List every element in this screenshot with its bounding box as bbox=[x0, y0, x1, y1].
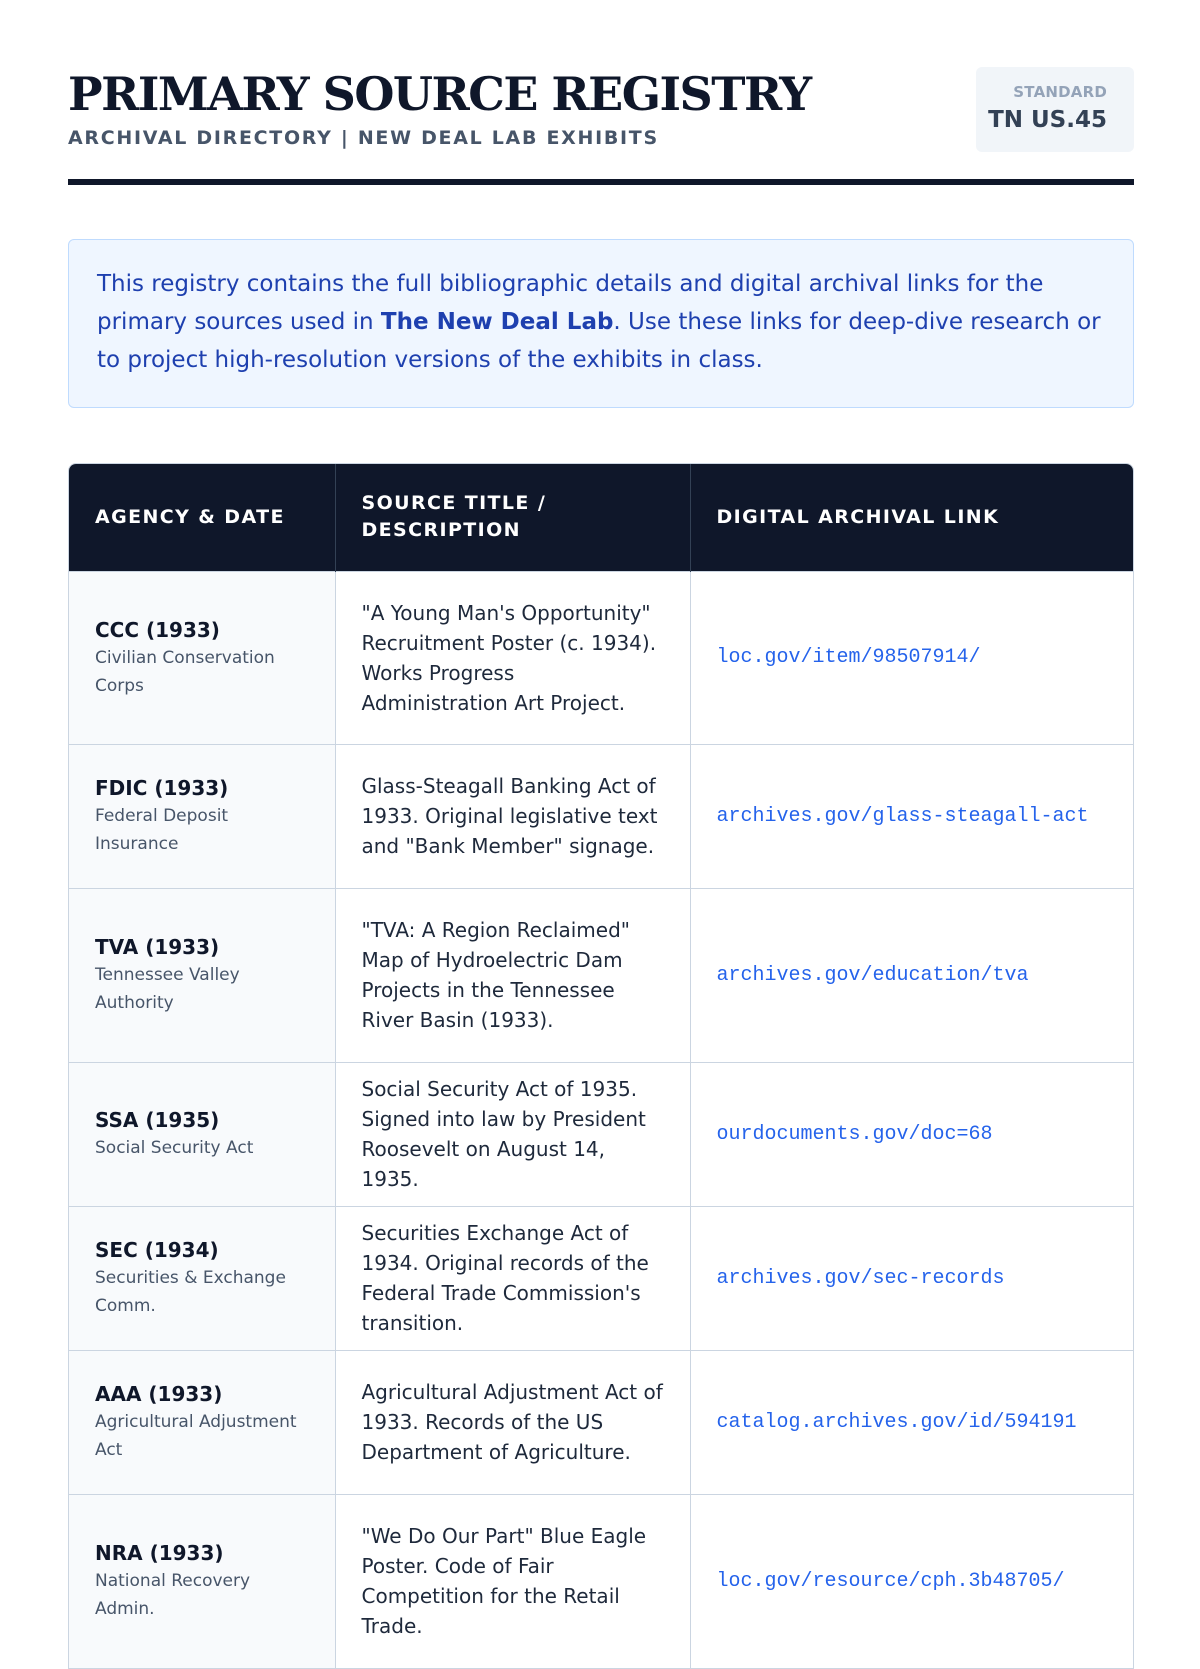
agency-cell bbox=[69, 744, 335, 888]
agency-name: Civilian Conservation Corps bbox=[95, 647, 275, 696]
link-cell bbox=[690, 1062, 1133, 1206]
agency-code: TVA (1933) bbox=[95, 935, 220, 959]
agency-code: SSA (1935) bbox=[95, 1108, 220, 1132]
intro-text-before: This registry contains the full bibliographic details and digital archival links for the primary sources used in bbox=[97, 271, 1044, 335]
standard-value: TN US.45 bbox=[988, 107, 1107, 133]
source-description: "We Do Our Part" Blue Eagle Poster. Code of Fair Competition for the Retail Trade. bbox=[361, 1524, 647, 1639]
link-cell bbox=[690, 571, 1133, 744]
table-row bbox=[69, 888, 1133, 1062]
source-description: Agricultural Adjustment Act of 1933. Records of the US Department of Agriculture. bbox=[361, 1380, 663, 1464]
source-description: "A Young Man's Opportunity" Recruitment Poster (c. 1934). Works Progress Administration Art Project. bbox=[361, 600, 657, 715]
intro-callout bbox=[68, 239, 1134, 408]
column-header-agency: AGENCY & DATE bbox=[69, 464, 335, 571]
archival-link[interactable]: loc.gov/resource/cph.3b48705/ bbox=[716, 1569, 1065, 1593]
standard-badge bbox=[976, 67, 1134, 152]
archival-link[interactable]: loc.gov/item/98507914/ bbox=[716, 646, 981, 669]
agency-code: FDIC (1933) bbox=[95, 776, 229, 800]
table-row bbox=[69, 1206, 1133, 1350]
agency-name: Federal Deposit Insurance bbox=[95, 806, 229, 854]
agency-code: SEC (1934) bbox=[95, 1238, 219, 1262]
agency-code: CCC (1933) bbox=[95, 617, 220, 642]
registry-table-container bbox=[68, 463, 1134, 1669]
agency-cell bbox=[69, 1062, 335, 1206]
link-cell bbox=[690, 1494, 1133, 1668]
table-row bbox=[69, 1350, 1133, 1494]
archival-link[interactable]: ourdocuments.gov/doc=68 bbox=[716, 1122, 993, 1146]
table-row bbox=[69, 1062, 1133, 1206]
page-subtitle: ARCHIVAL DIRECTORY | NEW DEAL LAB EXHIBITS bbox=[68, 127, 659, 149]
intro-text-after: . Use these links for deep-dive research or to project high-resolution versions of the exhibits in class. bbox=[97, 309, 1101, 373]
description-cell bbox=[335, 744, 690, 888]
agency-code: AAA (1933) bbox=[95, 1382, 223, 1406]
agency-name: Agricultural Adjustment Act bbox=[95, 1412, 297, 1460]
description-cell bbox=[335, 888, 690, 1062]
registry-page bbox=[68, 0, 1134, 1639]
agency-cell bbox=[69, 1494, 335, 1668]
source-description: Securities Exchange Act of 1934. Original records of the Federal Trade Commission's transition. bbox=[361, 1221, 649, 1335]
source-description: "TVA: A Region Reclaimed" Map of Hydroelectric Dam Projects in the Tennessee River Basin (1933). bbox=[361, 918, 630, 1032]
table-body bbox=[69, 571, 1133, 1668]
link-cell bbox=[690, 744, 1133, 888]
intro-emphasis: The New Deal Lab bbox=[380, 309, 614, 335]
column-header-source: SOURCE TITLE / DESCRIPTION bbox=[335, 464, 690, 571]
source-description: Glass-Steagall Banking Act of 1933. Original legislative text and "Bank Member" signage. bbox=[361, 774, 658, 858]
source-description: Social Security Act of 1935. Signed into law by President Roosevelt on August 14, 1935. bbox=[361, 1077, 646, 1191]
table-row bbox=[69, 571, 1133, 744]
archival-link[interactable]: archives.gov/glass-steagall-act bbox=[716, 804, 1089, 828]
link-cell bbox=[690, 1206, 1133, 1350]
agency-cell bbox=[69, 1350, 335, 1494]
agency-name: Securities & Exchange Comm. bbox=[95, 1268, 286, 1316]
standard-label: STANDARD bbox=[1013, 83, 1107, 101]
link-cell bbox=[690, 888, 1133, 1062]
archival-link[interactable]: catalog.archives.gov/id/594191 bbox=[716, 1410, 1077, 1434]
archival-link[interactable]: archives.gov/education/tva bbox=[716, 963, 1029, 987]
table-header-row bbox=[69, 464, 1133, 571]
header-divider bbox=[68, 179, 1134, 185]
agency-name: Tennessee Valley Authority bbox=[95, 965, 240, 1013]
table-row bbox=[69, 744, 1133, 888]
page-header bbox=[68, 0, 1134, 186]
agency-cell bbox=[69, 1206, 335, 1350]
archival-link[interactable]: archives.gov/sec-records bbox=[716, 1266, 1005, 1290]
page-title: PRIMARY SOURCE REGISTRY bbox=[68, 67, 811, 121]
agency-cell bbox=[69, 888, 335, 1062]
link-cell bbox=[690, 1350, 1133, 1494]
agency-code: NRA (1933) bbox=[95, 1541, 224, 1566]
description-cell bbox=[335, 1206, 690, 1350]
agency-name: Social Security Act bbox=[95, 1138, 254, 1158]
description-cell bbox=[335, 1350, 690, 1494]
table-header bbox=[69, 464, 1133, 571]
description-cell bbox=[335, 1494, 690, 1668]
table-row bbox=[69, 1494, 1133, 1668]
agency-cell bbox=[69, 571, 335, 744]
description-cell bbox=[335, 571, 690, 744]
column-header-link: DIGITAL ARCHIVAL LINK bbox=[690, 464, 1133, 571]
agency-name: National Recovery Admin. bbox=[95, 1571, 251, 1620]
registry-table bbox=[69, 464, 1133, 1668]
description-cell bbox=[335, 1062, 690, 1206]
